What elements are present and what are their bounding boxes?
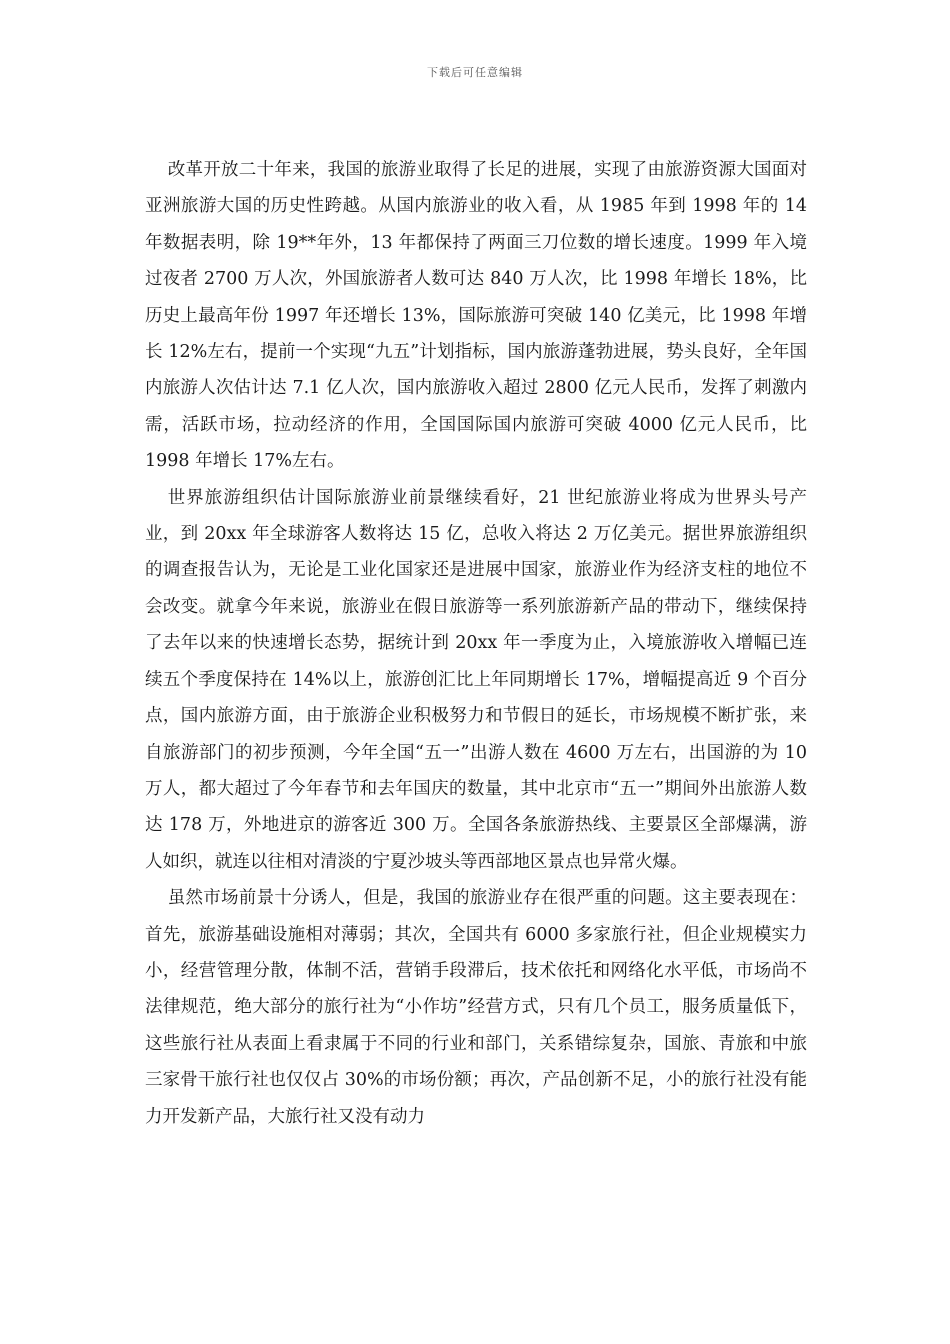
document-body [145, 152, 807, 1135]
page-header: 下载后可任意编辑 [427, 66, 523, 79]
paragraph-2: 世界旅游组织估计国际旅游业前景继续看好，21 世纪旅游业将成为世界头号产业，到 20xx 年全球游客人数将达 15 亿，总收入将达 2 万亿美元。据世界旅游组织的调查报告认为，无论是工业化国家还是进展中国家，旅游业作为经济支柱的地位不会改变。就拿今年来说，旅游业在假日旅游等一系列旅游新产品的带动下，继续保持了去年以来的快速增长态势，据统计到 20xx 年一季度为止，入境旅游收入增幅已连续五个季度保持在 14%以上，旅游创汇比上年同期增长 17%，增幅提高近 9 个百分点，国内旅游方面，由于旅游企业积极努力和节假日的延长，市场规模不断扩张，来自旅游部门的初步预测，今年全国“五一”出游人数在 4600 万左右，出国游的为 10 万人，都大超过了今年春节和去年国庆的数量，其中北京市“五一”期间外出旅游人数达 178 万，外地进京的游客近 300 万。全国各条旅游热线、主要景区全部爆满，游人如织，就连以往相对清淡的宁夏沙坡头等西部地区景点也异常火爆。 [145, 487, 807, 872]
paragraph-3: 虽然市场前景十分诱人，但是，我国的旅游业存在很严重的问题。这主要表现在：首先，旅游基础设施相对薄弱；其次，全国共有 6000 多家旅行社，但企业规模实力小，经营管理分散，体制不活，营销手段滞后，技术依托和网络化水平低，市场尚不法律规范，绝大部分的旅行社为“小作坊”经营方式，只有几个员工，服务质量低下，这些旅行社从表面上看隶属于不同的行业和部门，关系错综复杂，国旅、青旅和中旅三家骨干旅行社也仅仅占 30%的市场份额；再次，产品创新不足，小的旅行社没有能力开发新产品，大旅行社又没有动力 [145, 888, 807, 1127]
paragraph-1: 改革开放二十年来，我国的旅游业取得了长足的进展，实现了由旅游资源大国面对亚洲旅游大国的历史性跨越。从国内旅游业的收入看，从 1985 年到 1998 年的 14 年数据表明，除 19**年外，13 年都保持了两面三刀位数的增长速度。1999 年入境过夜者 2700 万人次，外国旅游者人数可达 840 万人次，比 1998 年增长 18%，比历史上最高年份 1997 年还增长 13%，国际旅游可突破 140 亿美元，比 1998 年增长 12%左右，提前一个实现“九五”计划指标，国内旅游蓬勃进展，势头良好，全年国内旅游人次估计达 7.1 亿人次，国内旅游收入超过 2800 亿元人民币，发挥了刺激内需，活跃市场，拉动经济的作用，全国国际国内旅游可突破 4000 亿元人民币，比 1998 年增长 17%左右。 [145, 160, 807, 472]
